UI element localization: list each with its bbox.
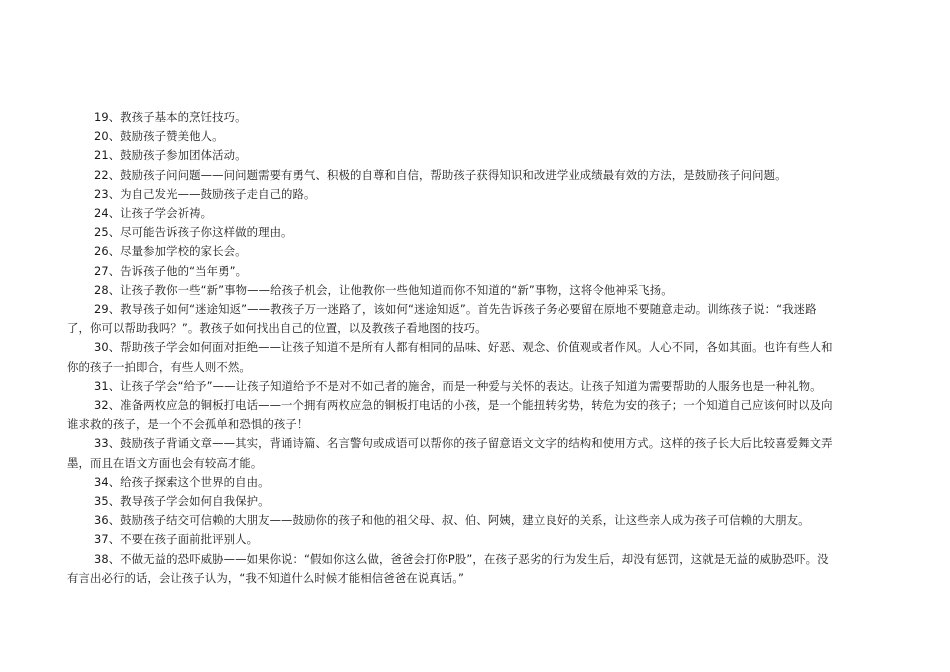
paragraph-23: 23、为自己发光——鼓励孩子走自己的路。 (94, 186, 316, 201)
paragraph-24: 24、让孩子学会祈祷。 (94, 206, 213, 221)
paragraph-33: 33、鼓励孩子背诵文章——其实，背诵诗篇、名言警句或成语可以帮你的孩子留意语文文字的结构和使用方式。这样的孩子长大后比较喜爱舞文弄墨，而且在语文方面也会有较高才能。 (67, 436, 833, 470)
paragraph-27: 27、告诉孩子他的“当年勇”。 (94, 263, 248, 278)
paragraph-34: 34、给孩子探索这个世界的自由。 (94, 474, 270, 489)
paragraph-35: 35、教导孩子学会如何自我保护。 (94, 494, 270, 509)
paragraph-22: 22、鼓励孩子问问题——问问题需要有勇气、积极的自尊和自信，帮助孩子获得知识和改进学业成绩最有效的方法，是鼓励孩子问问题。 (94, 167, 787, 182)
paragraph-37: 37、不要在孩子面前批评别人。 (94, 532, 259, 547)
paragraph-29: 29、教导孩子如何“迷途知返”——教孩子万一迷路了，该如何“迷途知返”。首先告诉孩子务必要留在原地不要随意走动。训练孩子说：“我迷路了，你可以帮助我吗？”。教孩子如何找出自己的位置，以及教孩子看地图的技巧。 (67, 302, 817, 336)
paragraph-26: 26、尽量参加学校的家长会。 (94, 244, 247, 259)
paragraph-21: 21、鼓励孩子参加团体活动。 (94, 148, 247, 163)
paragraph-25: 25、尽可能告诉孩子你这样做的理由。 (94, 225, 293, 240)
paragraph-30: 30、帮助孩子学会如何面对拒绝——让孩子知道不是所有人都有相同的品味、好恶、观念、价值观或者作风。人心不同，各如其面。也许有些人和你的孩子一拍即合，有些人则不然。 (67, 340, 833, 374)
document-page (67, 108, 835, 588)
paragraph-32: 32、准备两枚应急的铜板打电话——一个拥有两枚应急的铜板打电话的小孩，是一个能扭转劣势，转危为安的孩子；一个知道自己应该何时以及向谁求救的孩子，是一个不会孤单和恐惧的孩子！ (67, 398, 833, 432)
paragraph-19: 19、教孩子基本的烹饪技巧。 (94, 110, 247, 124)
paragraph-20: 20、鼓励孩子赞美他人。 (94, 129, 224, 144)
paragraph-36: 36、鼓励孩子结交可信赖的大朋友——鼓励你的孩子和他的祖父母、叔、伯、阿姨，建立良好的关系，让这些亲人成为孩子可信赖的大朋友。 (94, 513, 810, 528)
paragraph-31: 31、让孩子学会“给予”——让孩子知道给予不是对不如己者的施舍，而是一种爱与关怀的表达。让孩子知道为需要帮助的人服务也是一种礼物。 (94, 378, 822, 393)
paragraph-28: 28、让孩子教你一些“新”事物——给孩子机会，让他教你一些他知道而你不知道的“新”事物，这将令他神采飞扬。 (94, 282, 673, 297)
paragraph-38: 38、不做无益的恐吓威胁——如果你说：“假如你这么做，爸爸会打你P股”，在孩子恶劣的行为发生后，却没有惩罚，这就是无益的威胁恐吓。没有言出必行的话，会让孩子认为，“我不知道什么时候才能相信爸爸在说真话。” (67, 551, 829, 585)
